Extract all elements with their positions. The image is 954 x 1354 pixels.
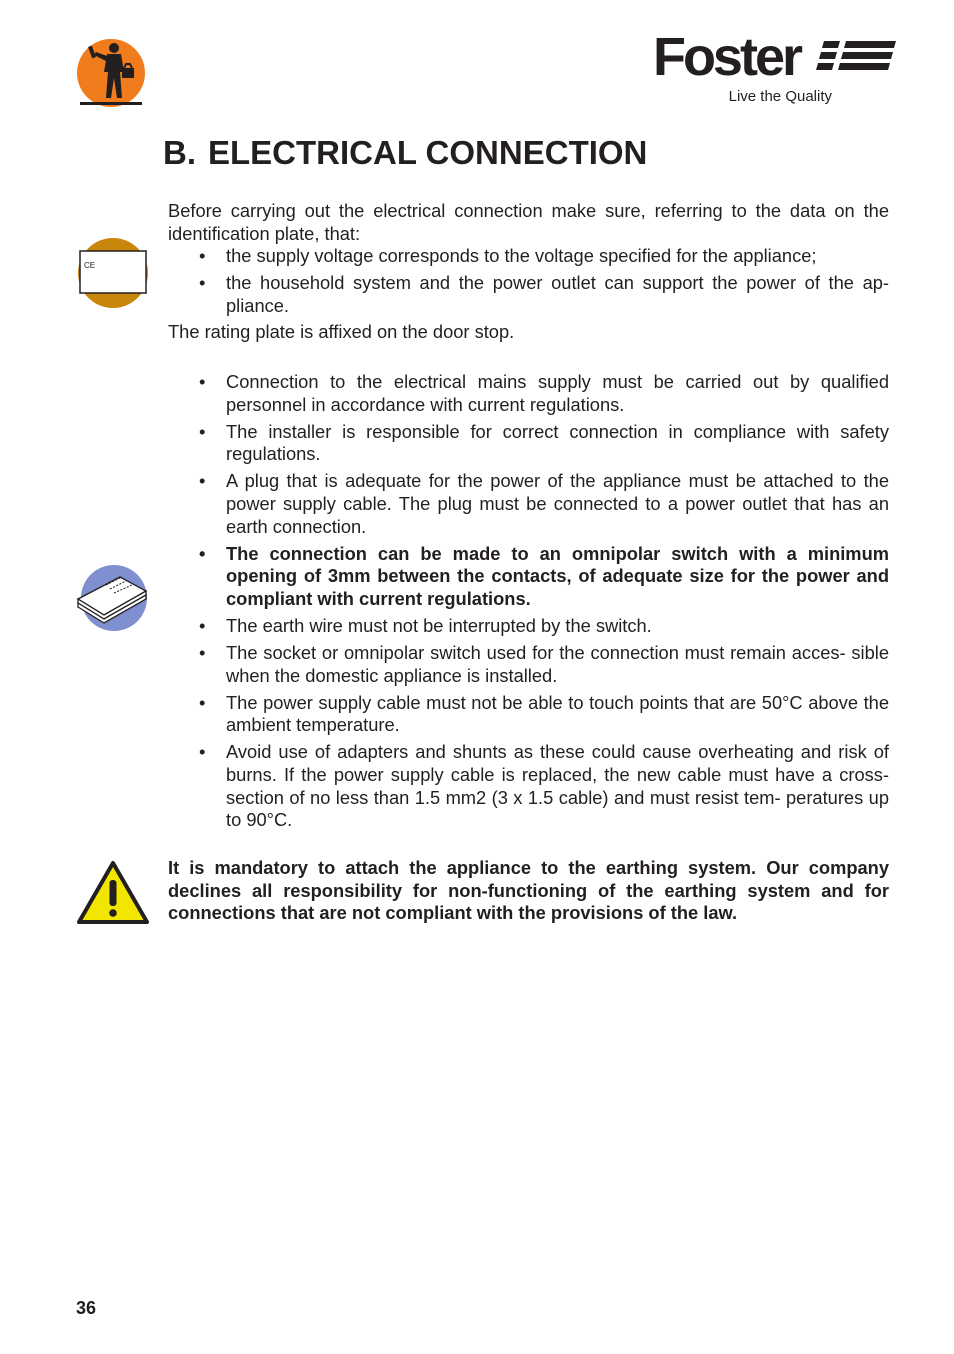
installer-logo-icon	[76, 38, 146, 108]
brand-logo	[652, 27, 896, 105]
list-item: • The power supply cable must not be able to touch points that are 50°C above the ambient temperature.	[199, 691, 889, 736]
intro-list	[168, 245, 889, 322]
section-number: B.	[163, 134, 196, 171]
rating-plate-note: The rating plate is affixed on the door stop.	[168, 321, 515, 342]
brand-stripes-icon	[816, 41, 896, 76]
ce-mark: CE	[84, 261, 96, 270]
list-item: • A plug that is adequate for the power of the appliance must be attached to the power supply cable. The plug must be connected to a power outlet that has an earth connection.	[199, 470, 889, 537]
list-item: • The earth wire must not be interrupted by the switch.	[199, 614, 652, 636]
list-item: • the supply voltage corresponds to the voltage specified for the appliance;	[199, 245, 817, 266]
intro-paragraph: Before carrying out the electrical connection make sure, referring to the data on the identification plate, that:	[168, 200, 889, 244]
page-number: 36	[76, 1298, 97, 1318]
list-item-bold: • The connection can be made to an omnipolar switch with a minimum opening of 3mm between the contacts, of adequate size for the power and compliant with current regulations.	[199, 542, 889, 609]
warning-triangle-icon	[76, 860, 150, 931]
list-item: • The socket or omnipolar switch used for the connection must remain acces- sible when the domestic appliance is installed.	[199, 642, 889, 686]
section-title-text: ELECTRICAL CONNECTION	[208, 134, 648, 171]
brand-name: Foster	[652, 27, 800, 87]
list-item: • Avoid use of adapters and shunts as these could cause overheating and risk of burns. If the power supply cable is replaced, the new cable must have a cross-section of no less than 1.5 mm2 (3 x 1.5 cable) and must resist tem- peratures up to 90°C.	[199, 741, 889, 831]
section-title	[163, 134, 647, 172]
list-item: • Connection to the electrical mains supply must be carried out by qualified personnel in accordance with current regulations.	[199, 371, 889, 415]
list-item: • The installer is responsible for correct connection in compliance with safety regulations.	[199, 420, 889, 465]
rating-plate-icon	[76, 237, 150, 314]
earthing-warning: It is mandatory to attach the appliance to the earthing system. Our company declines all responsibility for non-functioning of the earthing system and for connections that are not compliant with the provisions of the law.	[168, 857, 889, 924]
manual-book-icon	[76, 563, 148, 638]
requirements-list	[168, 371, 889, 836]
brand-tagline: Live the Quality	[728, 88, 832, 105]
list-item: • the household system and the power outlet can support the power of the ap- pliance.	[199, 272, 889, 316]
